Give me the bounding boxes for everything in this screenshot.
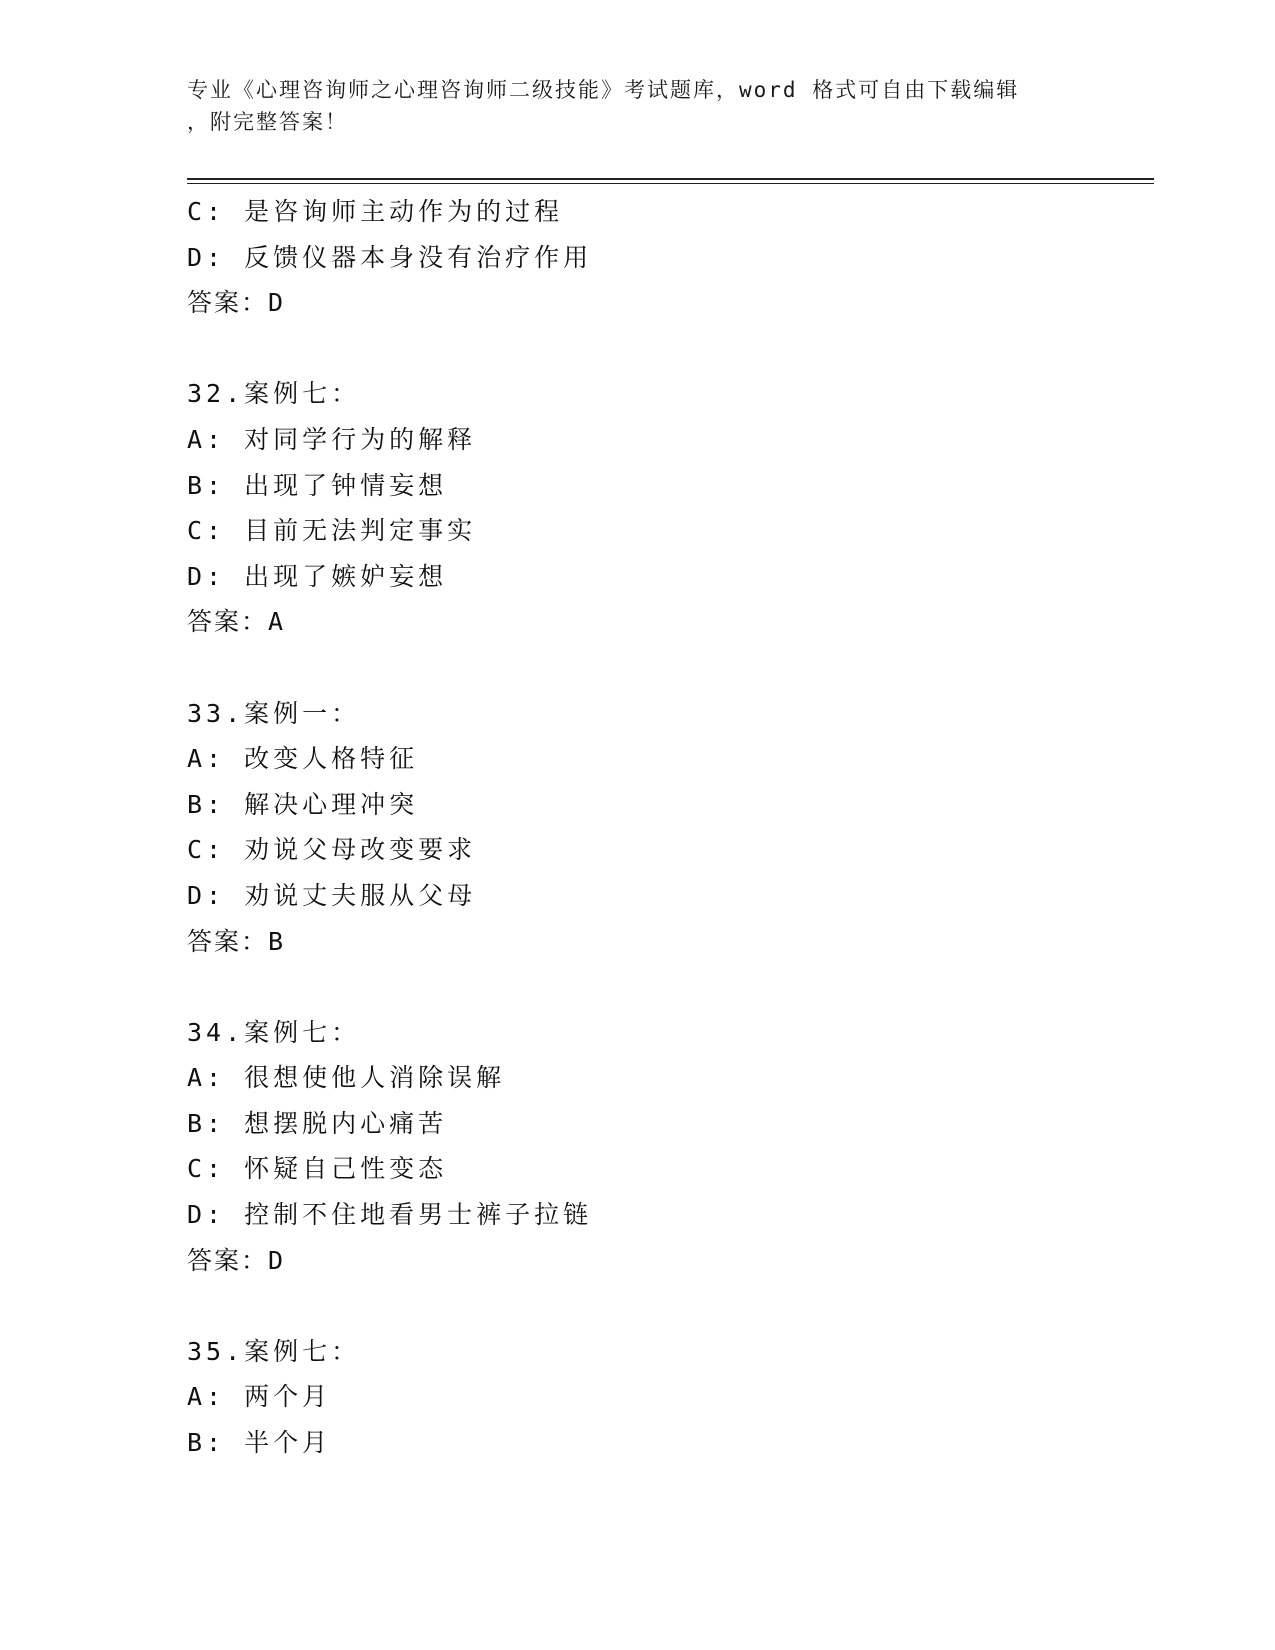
- option-d: D: 劝说丈夫服从父母: [187, 880, 477, 910]
- option-b: B: 解决心理冲突: [187, 789, 419, 819]
- answer-line: 答案：D: [187, 288, 286, 318]
- document-header: [187, 74, 1087, 138]
- answer-line: 答案：A: [187, 607, 286, 637]
- option-b: B: 出现了钟情妄想: [187, 470, 448, 500]
- option-a: A: 改变人格特征: [187, 744, 419, 774]
- question-block: [187, 1329, 1147, 1466]
- spacer: [187, 964, 1147, 1010]
- option-d: D: 出现了嫉妒妄想: [187, 561, 448, 591]
- header-line-1: 专业《心理咨询师之心理咨询师二级技能》考试题库，word 格式可自由下载编辑: [187, 78, 1020, 102]
- spacer: [187, 1283, 1147, 1329]
- answer-line: 答案：D: [187, 1245, 286, 1275]
- header-line-2: ，附完整答案！: [187, 110, 348, 134]
- question-number: 35.案例七：: [187, 1336, 361, 1366]
- spacer: [187, 645, 1147, 691]
- question-block: [187, 189, 1147, 326]
- answer-line: 答案：B: [187, 926, 286, 956]
- question-list: [187, 189, 1147, 1466]
- spacer: [187, 326, 1147, 372]
- option-a: A: 两个月: [187, 1382, 332, 1412]
- option-c: C: 怀疑自己性变态: [187, 1154, 448, 1184]
- option-d: D: 反馈仪器本身没有治疗作用: [187, 242, 593, 272]
- option-a: A: 很想使他人消除误解: [187, 1063, 506, 1093]
- option-c: C: 劝说父母改变要求: [187, 835, 477, 865]
- option-c: C: 目前无法判定事实: [187, 516, 477, 546]
- question-block: [187, 691, 1147, 965]
- option-a: A: 对同学行为的解释: [187, 424, 477, 454]
- option-c: C: 是咨询师主动作为的过程: [187, 197, 564, 226]
- option-b: B: 半个月: [187, 1428, 332, 1458]
- question-number: 33.案例一：: [187, 698, 361, 728]
- question-block: [187, 1010, 1147, 1284]
- option-b: B: 想摆脱内心痛苦: [187, 1108, 448, 1138]
- question-number: 32.案例七：: [187, 379, 361, 409]
- header-divider-thin: [187, 183, 1154, 184]
- question-block: [187, 371, 1147, 645]
- header-divider-thick: [187, 178, 1154, 180]
- question-number: 34.案例七：: [187, 1017, 361, 1047]
- option-d: D: 控制不住地看男士裤子拉链: [187, 1200, 593, 1230]
